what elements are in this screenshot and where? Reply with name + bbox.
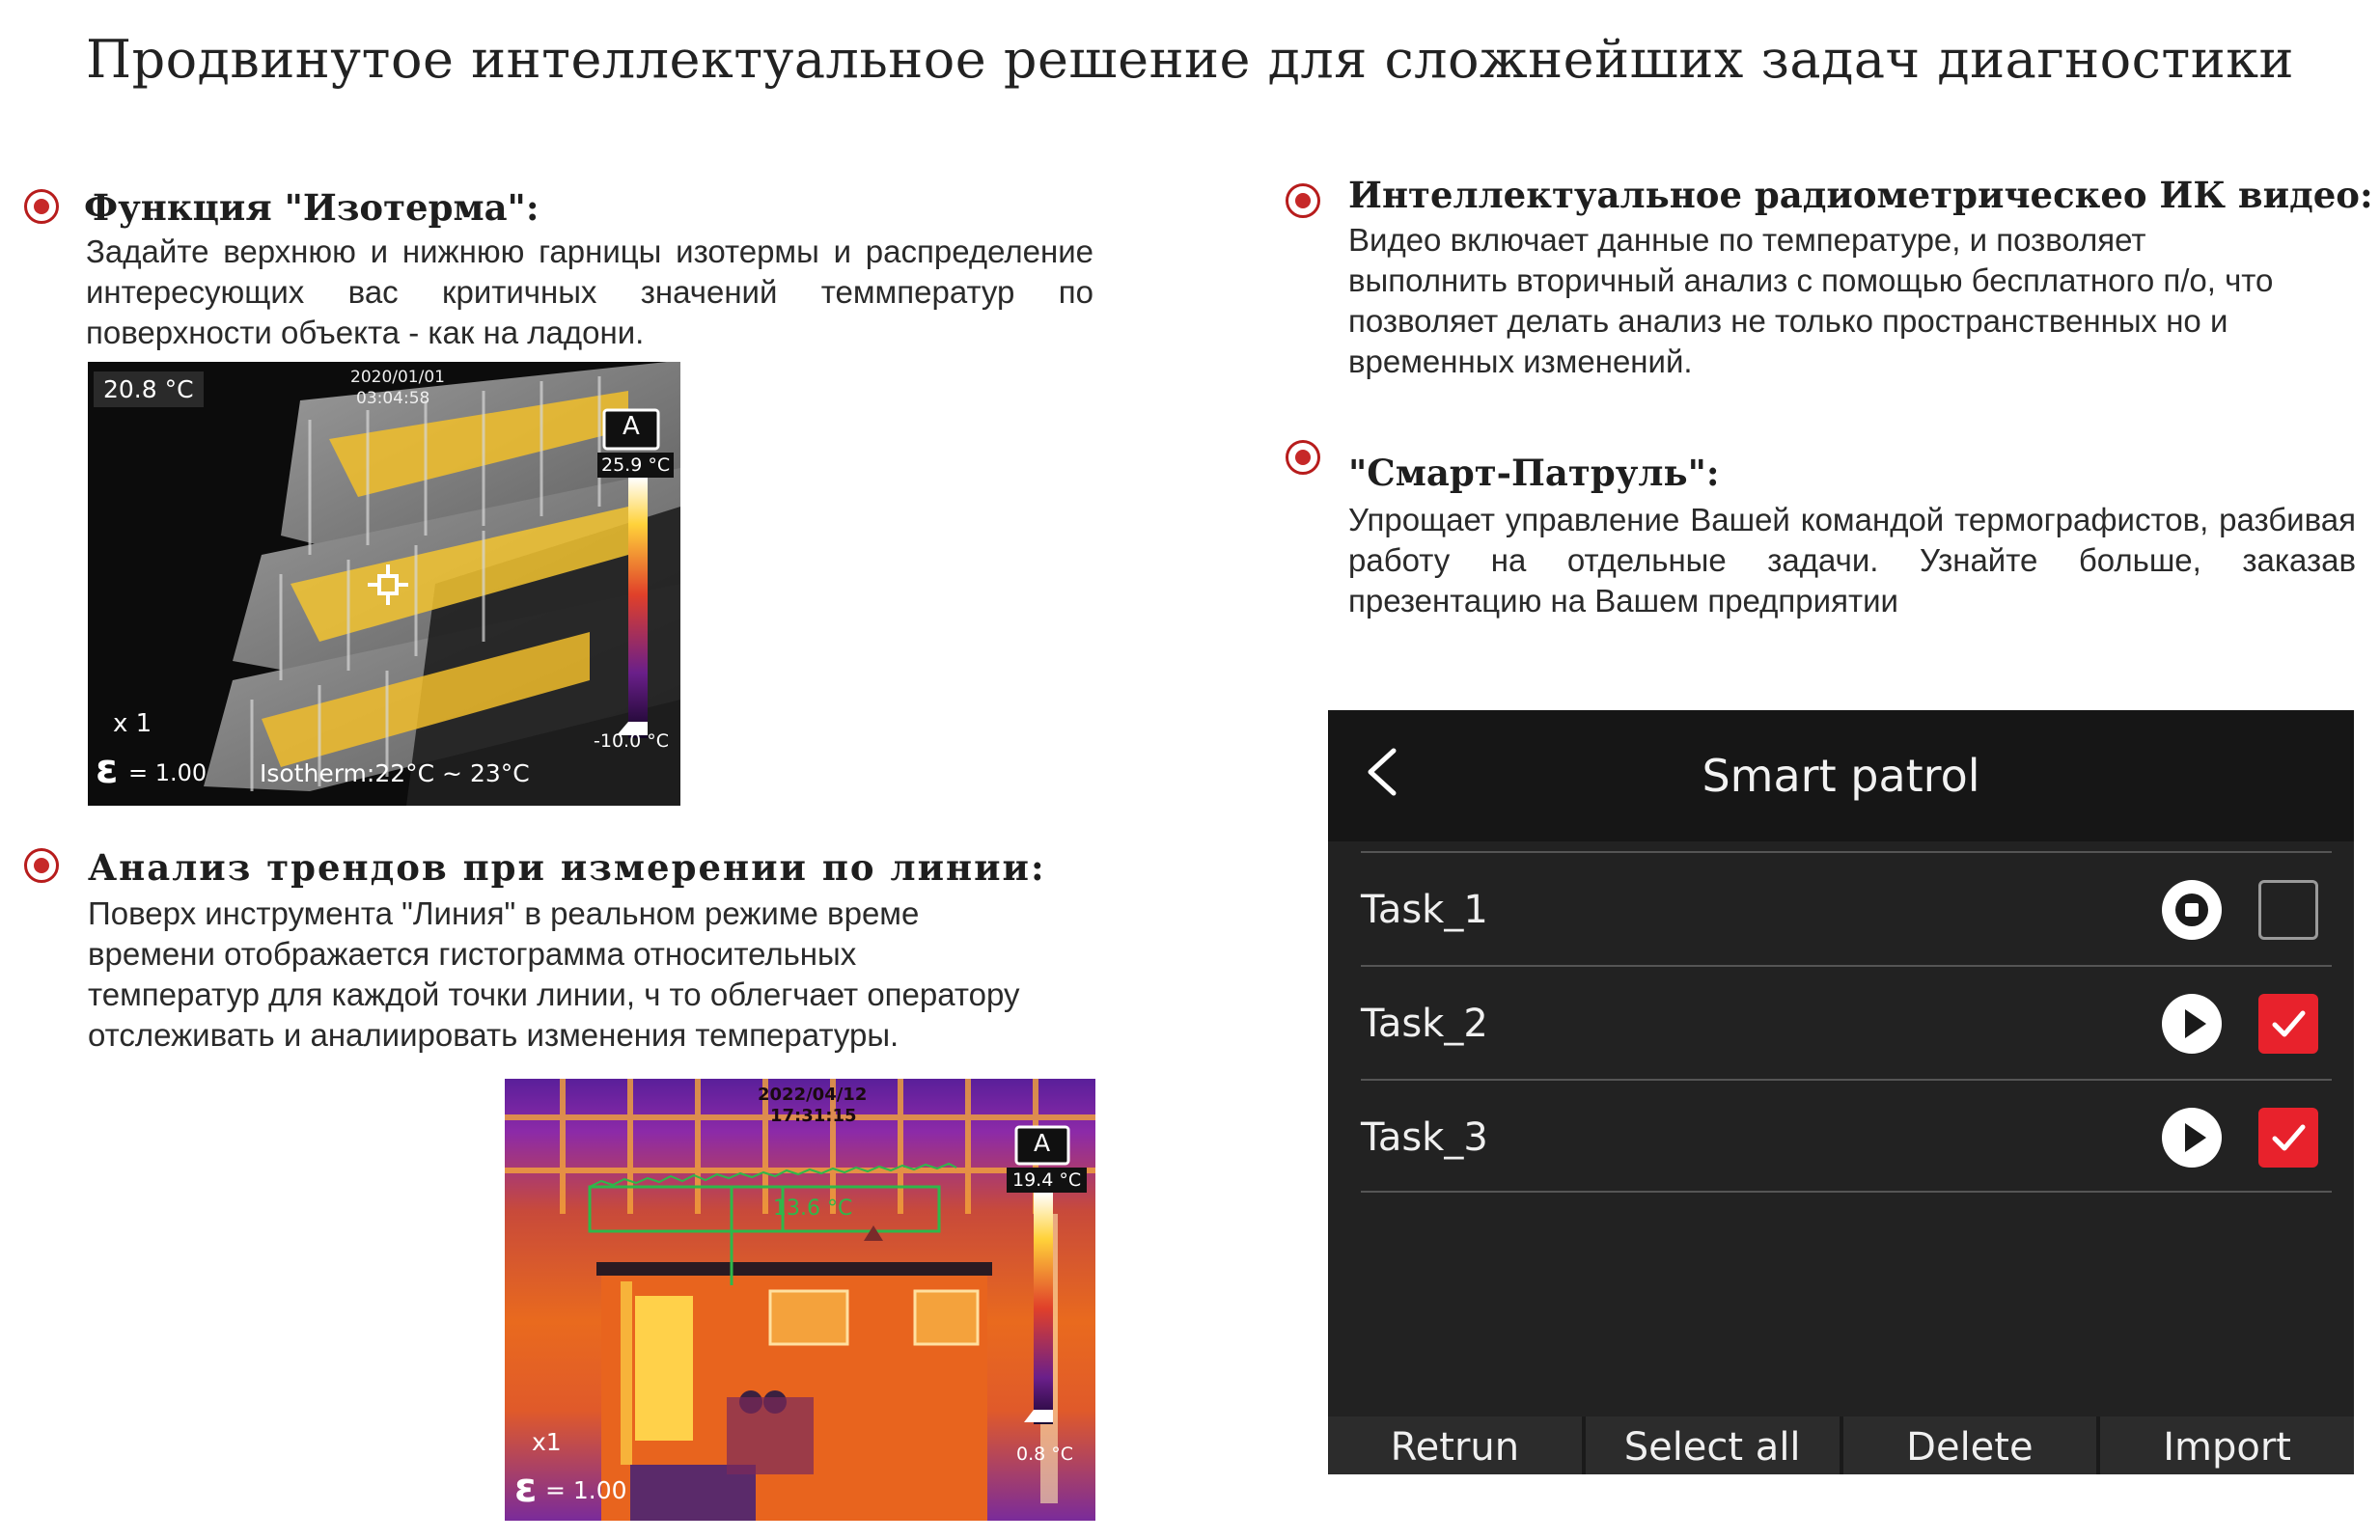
- line-trend-line-3: температур для каждой точки линии, ч то облегчает оператору: [88, 976, 1020, 1012]
- task-row[interactable]: [1361, 851, 2332, 965]
- radiometric-text: [1348, 220, 2362, 382]
- panel-title: Smart patrol: [1702, 750, 1980, 802]
- line-temp: 13.6 °C: [773, 1196, 853, 1221]
- isotherm-text: Задайте верхнюю и нижнюю гарницы изотермы и распределение интересующих вас критичных значений теммператур по поверхности объекта - как на ладони.: [86, 234, 1093, 350]
- check-icon: [2258, 1108, 2318, 1168]
- delete-button[interactable]: Delete: [1843, 1416, 2101, 1474]
- spot-temp-badge: 20.8 °C: [94, 371, 204, 407]
- line-trend-line-2: времени отображается гистограмма относительных: [88, 936, 857, 972]
- task-checkbox[interactable]: [2258, 880, 2318, 940]
- task-checkbox[interactable]: [2258, 994, 2318, 1054]
- stop-button[interactable]: [2162, 880, 2222, 940]
- bullet-icon: [1286, 183, 1320, 218]
- min-temp: -10.0 °C: [594, 730, 669, 752]
- play-button[interactable]: [2162, 994, 2222, 1054]
- emissivity-icon: ε: [96, 745, 119, 792]
- line-trend-line-4: отслеживать и аналиировать изменения температуры.: [88, 1017, 899, 1053]
- task-row[interactable]: [1361, 1079, 2332, 1193]
- zoom-label: x 1: [113, 709, 152, 738]
- image-time: 03:04:58: [356, 389, 430, 408]
- smart-patrol-panel: [1328, 710, 2354, 1474]
- panel-footer: [1328, 1416, 2354, 1474]
- bullet-icon: [24, 189, 59, 224]
- smart-patrol-heading: "Смарт-Патруль":: [1348, 452, 1720, 494]
- play-icon: [2162, 1108, 2222, 1168]
- back-button[interactable]: [1363, 745, 1421, 803]
- isotherm-building-graphic: [88, 362, 680, 806]
- isotherm-thermal-image: [88, 362, 680, 806]
- import-button[interactable]: Import: [2100, 1416, 2354, 1474]
- bullet-icon: [24, 848, 59, 883]
- smart-patrol-text: Упрощает управление Вашей командой термографистов, разбивая работу на отдельные задачи. Узнайте больше, заказав презентацию на Вашем предприятии: [1348, 502, 2356, 619]
- task-label: Task_2: [1361, 1002, 1488, 1046]
- return-button[interactable]: Retrun: [1328, 1416, 1586, 1474]
- line-trend-thermal-image: [505, 1079, 1095, 1521]
- chevron-left-icon: [1363, 745, 1401, 799]
- radiometric-line-3: позволяет делать анализ не только пространственных но и: [1348, 303, 2228, 339]
- task-label: Task_1: [1361, 888, 1488, 932]
- check-icon: [2258, 994, 2318, 1054]
- radiometric-line-4: временных изменений.: [1348, 344, 1693, 379]
- task-checkbox[interactable]: [2258, 1108, 2318, 1168]
- zoom-label: x1: [532, 1428, 562, 1456]
- isotherm-heading: Функция "Изотерма":: [84, 186, 540, 229]
- radiometric-line-2: выполнить вторичный анализ с помощью бесплатного п/о, что: [1348, 262, 2274, 298]
- play-icon: [2162, 994, 2222, 1054]
- radiometric-heading: Интеллектуальное радиометрическео ИК видео:: [1348, 174, 2373, 216]
- play-button[interactable]: [2162, 1108, 2222, 1168]
- mode-label: A: [1034, 1129, 1051, 1157]
- panel-header: [1328, 710, 2354, 841]
- line-trend-text: [88, 894, 1121, 1056]
- image-date: 2020/01/01: [350, 368, 445, 387]
- task-row[interactable]: [1361, 965, 2332, 1079]
- line-trend-building-graphic: [505, 1079, 1095, 1521]
- image-date: 2022/04/12: [758, 1085, 868, 1105]
- max-temp: 25.9 °C: [597, 453, 674, 478]
- emissivity-value: = 1.00: [545, 1476, 627, 1504]
- task-label: Task_3: [1361, 1115, 1488, 1160]
- max-temp: 19.4 °C: [1007, 1168, 1087, 1193]
- line-trend-line-1: Поверх инструмента "Линия" в реальном режиме време: [88, 895, 920, 931]
- emissivity-icon: ε: [514, 1464, 538, 1511]
- emissivity-value: = 1.00: [128, 759, 208, 786]
- min-temp: 0.8 °C: [1016, 1444, 1074, 1465]
- mode-label: A: [623, 412, 640, 441]
- radiometric-line-1: Видео включает данные по температуре, и позволяет: [1348, 222, 2146, 258]
- isotherm-range: Isotherm:22°C ~ 23°C: [260, 759, 530, 787]
- page-title: Продвинутое интеллектуальное решение для сложнейших задач диагностики: [86, 29, 2294, 90]
- image-time: 17:31:15: [770, 1106, 857, 1126]
- line-trend-heading: Анализ трендов при измерении по линии:: [88, 846, 1046, 889]
- bullet-icon: [1286, 440, 1320, 475]
- select-all-button[interactable]: Select all: [1586, 1416, 1843, 1474]
- stop-icon: [2162, 880, 2222, 940]
